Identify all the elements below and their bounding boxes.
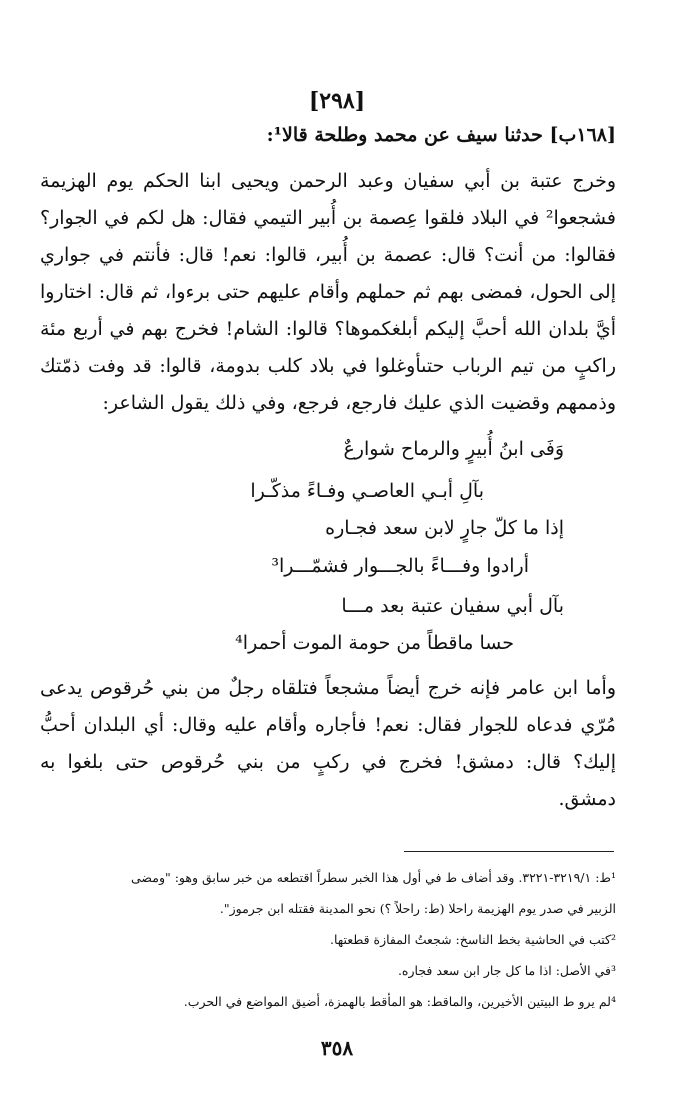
entry-number: [٢٩٨] xyxy=(308,88,366,114)
footnotes xyxy=(38,862,616,1017)
text-line: إليك؟ قال: دمشق! فخرج في ركبٍ من بني حُرقوص حتى بلغوا به xyxy=(40,751,616,773)
text-line: إلى الحول، فمضى بهم ثم حملهم وأقام عليهم حتى برءوا، ثم قال: اختاروا xyxy=(40,281,616,303)
text-line: دمشق. xyxy=(558,788,616,810)
text-line: وخرج عتبة بن أبي سفيان وعبد الرحمن ويحيى ابنا الحكم يوم الهزيمة xyxy=(40,170,616,192)
verse-line: أرادوا وفـــاءً بالجـــوار فشمّـــرا³ xyxy=(271,555,529,577)
page-number: ٣٥٨ xyxy=(320,1036,354,1060)
verse-line: بآلِ أبـي العاصـي وفـاءً مذكّـرا xyxy=(250,480,484,502)
footnote-line: الزبير في صدر يوم الهزيمة راحلا (ط: راحلاً ؟) نحو المدينة فقتله ابن جرموز". xyxy=(219,901,616,916)
paragraph-2 xyxy=(40,670,616,818)
verse-line: إذا ما كلّ جارٍ لابن سعد فجـاره xyxy=(325,517,564,539)
footnote-line: ²كتب في الحاشية بخط الناسخ: شجعتُ المفازة قطعتها. xyxy=(329,932,616,947)
footnote-line: ¹ط: ٣٢١٩/١-٣٢٢١. وقد أضاف ط في أول هذا الخبر سطراً اقتطعه من خبر سابق وهو: "ومضى xyxy=(131,870,616,885)
footnote-divider xyxy=(404,851,614,852)
verse-line: بآل أبي سفيان عتبة بعد مـــا xyxy=(341,595,564,617)
footnote-line: ⁴لم يرو ط البيتين الأخيرين، والماقط: هو المأقط بالهمزة، أضيق المواضع في الحرب. xyxy=(183,994,616,1009)
text-line: أيَّ بلدان الله أحبَّ إليكم أبلغكموها؟ قالوا: الشام! فخرج بهم في أربع مئة xyxy=(40,318,616,340)
text-line: فشجعوا² في البلاد فلقوا عِصمة بن أُبير التيمي فقال: هل لكم في الجوار؟ xyxy=(40,207,616,229)
verse-line: حسا ماقطاً من حومة الموت أحمرا⁴ xyxy=(235,632,514,654)
verse-line: وَفَى ابنُ أُبيرٍ والرماح شوارعٌ xyxy=(343,438,564,460)
chain-of-narration: [١٦٨ب] حدثنا سيف عن محمد وطلحة قالا¹: xyxy=(266,124,616,146)
text-line: وأما ابن عامر فإنه خرج أيضاً مشجعاً فتلقاه رجلٌ من بني حُرقوص يدعى xyxy=(40,677,616,699)
text-line: مُرّي فدعاه للجوار فقال: نعم! فأجاره وأقام عليه وقال: أي البلدان أحبُّ xyxy=(40,714,616,736)
text-line: فقالوا: من أنت؟ قال: عصمة بن أُبير، قالوا: نعم! قال: فأنتم في جواري xyxy=(40,244,616,266)
paragraph-1 xyxy=(40,163,616,422)
footnote-line: ³في الأصل: اذا ما كل جار ابن سعد فجاره. xyxy=(397,963,616,978)
text-line: راكبٍ من تيم الرباب حتىأوغلوا في بلاد كلب بدومة، قالوا: قد وفت ذمّتك xyxy=(40,355,616,377)
text-line: وذممهم وقضيت الذي عليك فارجع، فرجع، وفي ذلك يقول الشاعر: xyxy=(102,392,616,414)
